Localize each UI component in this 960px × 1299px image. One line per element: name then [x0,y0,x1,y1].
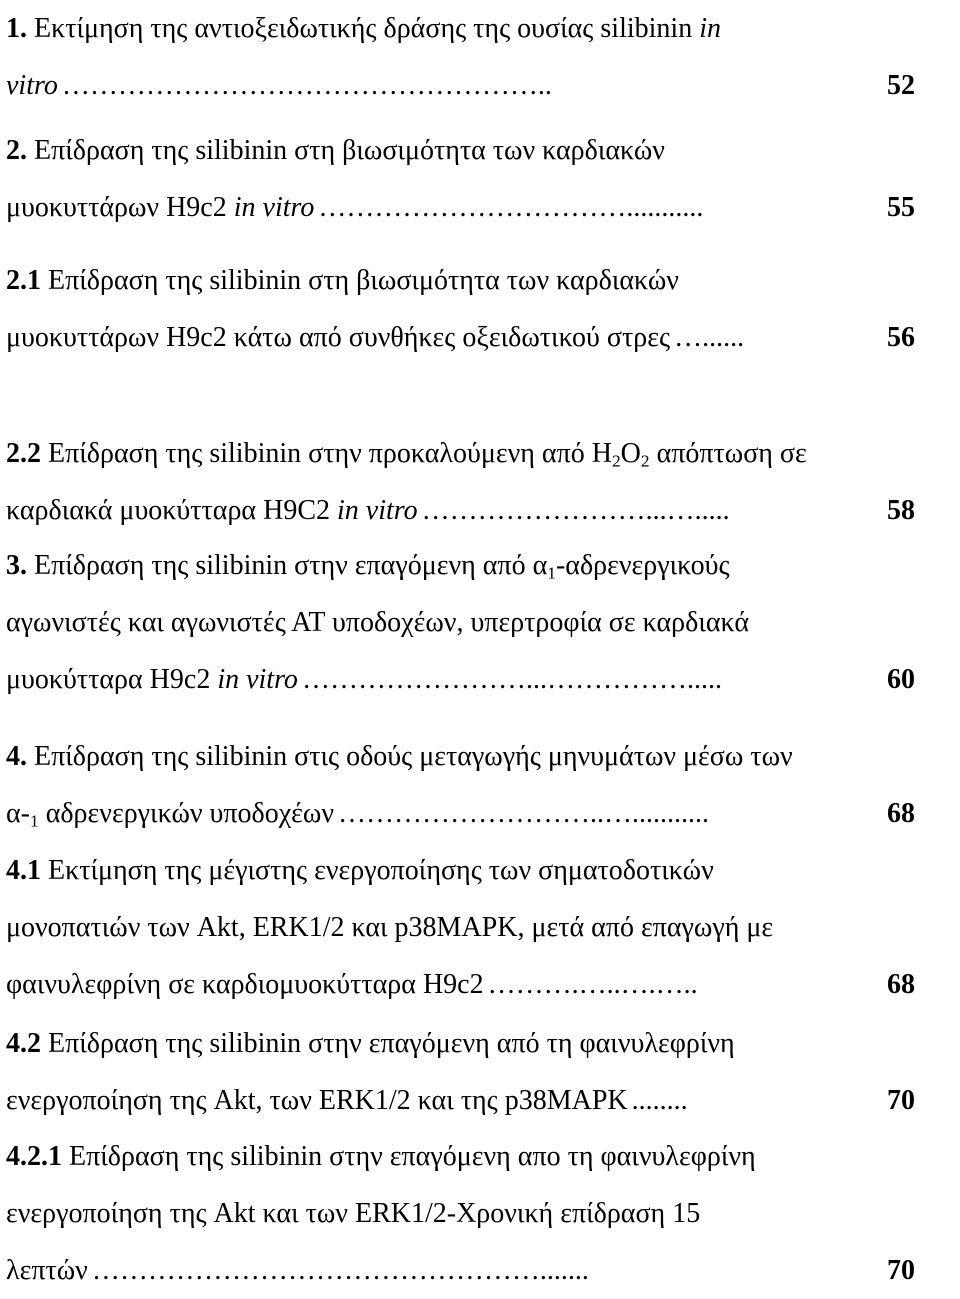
toc-line-text [6,741,793,772]
toc-entry-number: 1. [6,13,27,44]
toc-line [0,842,960,899]
dot-leader: ……………………...…..... [421,495,730,526]
dot-leader: ……………………...……………..... [301,664,722,695]
toc-line [0,57,915,114]
toc-entry [0,728,960,842]
text-segment: vitro [6,70,58,101]
toc-line-text [6,438,807,469]
text-segment: μυοκύτταρα H9c2 [6,664,218,695]
page-number: 60 [887,664,915,695]
toc-line [0,122,960,179]
toc-entry-number: 2. [6,135,27,166]
toc-entry-number: 4.2.1 [6,1141,62,1172]
toc-line-text [6,912,773,943]
toc-line [0,956,915,1013]
toc-line-text [6,785,334,842]
toc-line [0,899,960,956]
toc-entry [0,0,960,114]
dot-leader: ……….…..….….. [487,969,698,1000]
toc-line [0,252,960,309]
dot-leader: ………………………..…........... [338,798,709,829]
toc-line [0,425,960,482]
toc-line [0,1185,960,1242]
toc-entry [0,1015,960,1129]
text-segment: in vitro [217,664,298,695]
text-segment: -αδρενεργικούς [555,550,730,581]
text-segment: α- [6,798,30,829]
page-number: 58 [887,495,915,526]
text-segment: Επίδραση της silibinin στην προκαλούμενη από Η [41,438,612,469]
text-segment: μυοκυττάρων H9c2 κάτω από συνθήκες οξειδωτικού στρες [6,322,671,353]
page-number: 55 [887,192,915,223]
text-segment: in [699,13,721,44]
dot-leader: …………………………………………….. [61,70,552,101]
subscript: 1 [547,563,556,583]
text-segment: ενεργοποίηση της Akt, των ERK1/2 και της p38MAPK [6,1085,628,1116]
text-segment: καρδιακά μυοκύτταρα Η9C2 [6,495,337,526]
subscript: 1 [30,811,39,831]
toc-line-text [6,179,314,236]
text-segment: μονοπατιών των Akt, ERK1/2 και p38MAPK, μετά από επαγωγή με [6,912,774,943]
dot-leader: …………………………………………....... [91,1255,589,1286]
text-segment: αδρενεργικών υποδοχέων [38,798,334,829]
toc-line-text [6,855,714,886]
text-segment: λεπτών [6,1255,88,1286]
toc-line [0,537,960,594]
toc-entry-number: 2.2 [6,438,41,469]
text-segment: in vitro [233,192,315,223]
toc-entry [0,252,960,366]
text-segment: Επίδραση της silibinin στη βιωσιμότητα των καρδιακών [41,265,679,296]
text-segment: in vitro [337,495,418,526]
toc-line-text [6,651,298,708]
text-segment: αγωνιστές και αγωνιστές ΑΤ υποδοχέων, υπερτροφία σε καρδιακά [6,607,750,638]
toc-line-text [6,265,679,296]
text-segment: Επίδραση της silibinin στις οδούς μεταγωγής μηνυμάτων μέσω των [27,741,793,772]
toc-line [0,0,960,57]
toc-entry-number: 3. [6,550,27,581]
page-number: 68 [887,798,915,829]
toc-line-text [6,1141,756,1172]
text-segment: ενεργοποίηση της Akt και των ERK1/2-Χρονική επίδραση 15 [6,1198,701,1229]
toc-line [0,1242,915,1299]
toc-line-text [6,57,58,114]
toc-entry [0,122,960,236]
subscript: 2 [611,451,621,471]
text-segment: Επίδραση της silibinin στη βιωσιμότητα των καρδιακών [27,135,665,166]
page-number: 68 [887,969,915,1000]
toc-entry [0,425,960,539]
page-number: 56 [887,322,915,353]
toc-line [0,651,915,708]
toc-line [0,482,915,539]
dot-leader: …...... [674,322,745,353]
toc-line [0,594,960,651]
toc-line-text [6,1198,700,1229]
toc-line [0,785,915,842]
toc-line-text [6,482,418,539]
toc-entry-number: 4.1 [6,855,41,886]
page-number: 70 [887,1085,915,1116]
toc-line [0,179,915,236]
dot-leader: ……………………………........... [318,192,704,223]
dot-leader: ........ [631,1085,688,1116]
text-segment: απόπτωση σε [649,438,807,469]
toc-entry [0,842,960,1013]
page-number: 52 [887,70,915,101]
toc-entry [0,537,960,708]
toc-line-text [6,1242,88,1299]
toc-line-text [6,13,721,44]
toc-entry-number: 4.2 [6,1028,41,1059]
subscript: 2 [640,451,650,471]
toc-line [0,309,915,366]
text-segment: Επίδραση της silibinin στην επαγόμενη από τη φαινυλεφρίνη [41,1028,735,1059]
toc-line-text [6,550,730,581]
text-segment: Επίδραση της silibinin στην επαγόμενη από α [27,550,548,581]
toc-line-text [6,135,665,166]
text-segment: φαινυλεφρίνη σε καρδιομυοκύτταρα H9c2 [6,969,484,1000]
toc-line [0,728,960,785]
toc-entry-number: 4. [6,741,27,772]
text-segment: Επίδραση της silibinin στην επαγόμενη απο τη φαινυλεφρίνη [62,1141,756,1172]
toc-line-text [6,1072,628,1129]
toc-line [0,1015,960,1072]
page-number: 70 [887,1255,915,1286]
toc-line [0,1072,915,1129]
toc-line-text [6,956,484,1013]
text-segment: Εκτίμηση της μέγιστης ενεργοποίησης των σηματοδοτικών [41,855,714,886]
toc-line-text [6,309,670,366]
toc-entry-number: 2.1 [6,265,41,296]
toc-line-text [6,607,749,638]
toc-line-text [6,1028,735,1059]
toc-line [0,1128,960,1185]
text-segment: μυοκυττάρων H9c2 [6,192,234,223]
toc-entry [0,1128,960,1299]
text-segment: Ο [620,438,641,469]
text-segment: Εκτίμηση της αντιοξειδωτικής δράσης της ουσίας silibinin [27,13,700,44]
